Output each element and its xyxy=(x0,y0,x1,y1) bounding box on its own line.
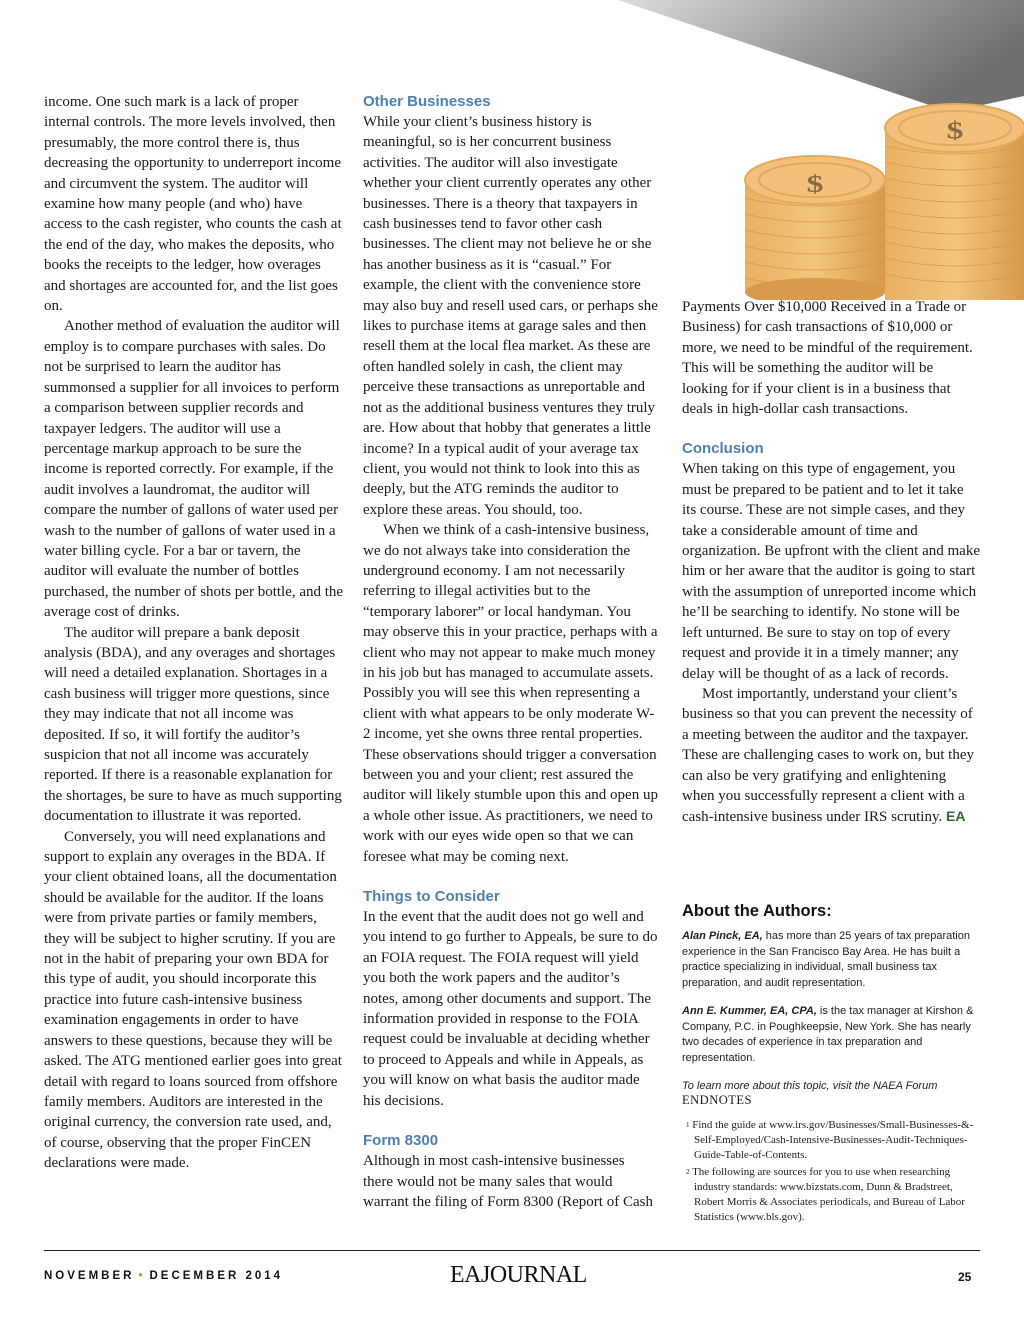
naea-forum-note: To learn more about this topic, visit the NAEA Forum xyxy=(682,1080,938,1092)
column-3 xyxy=(682,297,980,828)
col1-paragraph-3: The auditor will prepare a bank deposit analysis (BDA), and any overages and shortages will need a detailed explanation. Shortages in a cash business will trigger more questions, since they may indicate that not all income was deposited. If so, it will fortify the auditor’s suspicion that not all income was accurately reported. If there is a reasonable explanation for the shortages, be sure to have as much supporting documentation to illustrate it was reported. xyxy=(44,624,342,825)
column-2 xyxy=(363,92,658,1212)
svg-text:$: $ xyxy=(946,118,964,145)
endnote-2-number: 2 xyxy=(686,1167,690,1176)
issue-month-2: DECEMBER xyxy=(149,1270,240,1282)
endnote-1 xyxy=(682,1118,978,1164)
light-beam xyxy=(618,0,1024,112)
conclusion-paragraph-1: When taking on this type of engagement, you must be prepared to be patient and to let it take its course. These are not simple cases, and they take a considerable amount of time and organization. Be upfront with the client and make him or her aware that the auditor is going to start with the assumption of unreported income which he’ll be searching to identify. No stone will be left unturned. Be sure to stay on top of every request and provide it in a timely manner; any delay will be thought of as a lack of records. xyxy=(682,461,980,682)
author-1-bio xyxy=(682,929,982,991)
issue-date xyxy=(44,1270,283,1282)
endnote-2-text: The following are sources for you to use when researching industry standards: www.bizstats.com, Dunn & Bradstreet, Robert Morris & Associates periodicals, and Bureau of Labor Statistics (www.bls.gov). xyxy=(692,1165,965,1224)
author-1-name: Alan Pinck, EA, xyxy=(682,930,763,942)
endnotes-heading: ENDNOTES xyxy=(682,1093,752,1107)
logo-ea: EA xyxy=(450,1262,481,1288)
heading-conclusion: Conclusion xyxy=(682,440,764,458)
col1-paragraph-1: income. One such mark is a lack of proper internal controls. The more levels involved, then presumably, the more control there is, thus decreasing the opportunity to underreport income and circumvent the system. The auditor will examine how many people (and who) have access to the cash register, who counts the cash at the end of the day, who makes the deposits, who books the receipts to the ledger, how overages and shortages are accounted for, and the list goes on. xyxy=(44,94,342,315)
coin-stack-illustration xyxy=(600,0,1024,300)
logo-journal: JOURNAL xyxy=(481,1262,587,1288)
endnotes xyxy=(682,1093,978,1226)
right-coin-stack xyxy=(885,104,1024,300)
issue-year: 2014 xyxy=(245,1270,284,1282)
issue-month-1: NOVEMBER xyxy=(44,1270,135,1282)
form-8300-paragraph: Although in most cash-intensive businesses there would not be many sales that would warrant the filing of Form 8300 (Report of Cash xyxy=(363,1153,653,1210)
heading-things-to-consider: Things to Consider xyxy=(363,888,500,906)
author-2-bio-text: is the tax manager at Kirshon & Company, P.C. in Poughkeepsie, New York. She has nearly two decades of experience in tax preparation and representation. xyxy=(682,1005,974,1064)
author-1-bio-text: has more than 25 years of tax preparation experience in the San Francisco Bay Area. He has built a practice specializing in individual, small business tax preparation, and audit representation. xyxy=(682,930,970,989)
col1-paragraph-4: Conversely, you will need explanations and support to explain any overages in the BDA. If your client obtained loans, all the documentation should be available for the auditor. If the loans were from private parties or family members, they will be subject to higher scrutiny. If you are not in the habit of preparing your own BDA for this type of audit, you should incorporate this practice into future cash-intensive business examination engagements in order to have answers to these questions, because they will be asked. The ATG mentioned earlier goes into great detail with regard to loans sourced from offshore family members. Auditors are interested in the original currency, the conversion rate used, and, of course, observing that the proper FinCEN declarations were made. xyxy=(44,828,342,1172)
svg-text:$: $ xyxy=(806,171,824,198)
column-1 xyxy=(44,92,344,1174)
ea-journal-logo xyxy=(450,1262,587,1289)
ea-end-mark: EA xyxy=(946,808,966,825)
endnote-1-number: 1 xyxy=(686,1121,690,1129)
heading-form-8300: Form 8300 xyxy=(363,1132,439,1150)
footer-rule xyxy=(44,1250,980,1251)
left-coin-stack xyxy=(745,156,885,300)
other-businesses-paragraph-1: While your client’s business history is meaningful, so is her concurrent business activities. The auditor will also investigate whether your client currently operates any other businesses. There is a theory that taxpayers in cash businesses tend to favor other cash businesses. The client may not believe he or she has another business as it is “casual.” For example, the client with the convenience store may also buy and resell used cars, or perhaps she likes to purchase items at garage sales and then resell them at the local flea market. As these are often handled solely in cash, the client may perceive these transactions as unreportable and not as the additional business ventures they truly are. How about that hobby that generates a little income? In a typical audit of your average tax client, you would not think to look into this as deeply, but the ATG reminds the auditor to explore these areas. You should, too. xyxy=(363,114,658,518)
endnote-1-text: Find the guide at www.irs.gov/Businesses/Small-Businesses-&-Self-Employed/Cash-Intensive-Businesses-Audit-Techniques-Guide-Table-of-Contents. xyxy=(692,1119,974,1162)
col1-paragraph-2: Another method of evaluation the auditor will employ is to compare purchases with sales. Do not be surprised to learn the auditor has summonsed a supplier for all invoices to perform a comparison between supplier records and taxpayer ledgers. The auditor will use a percentage markup approach to be sure the income is reported correctly. For example, if the audit involves a laundromat, the auditor will compare the number of gallons of water used per wash to the number of gallons of water used in a water billing cycle. For a bar or tavern, the auditor will evaluate the number of bottles purchased, the number of shots per bottle, and the average cost of drinks. xyxy=(44,318,344,621)
other-businesses-paragraph-2: When we think of a cash-intensive business, we do not always take into consideration the underground economy. I am not necessarily referring to illegal activities but to the “temporary laborer” or local handyman. You may observe this in your practice, perhaps with a client who may not appear to make much money in his job but has managed to accumulate assets. Possibly you will see this when representing a client with what appears to be only moderate W-2 income, yet she owns three rental properties. These observations should trigger a conversation between you and your client; rest assured the auditor will likely stumble upon this and open up a whole other issue. As practitioners, we need to work with our eyes wide open so that we can foresee what may be coming next. xyxy=(363,522,658,865)
about-heading: About the Authors: xyxy=(682,902,832,920)
about-the-authors xyxy=(682,902,982,1108)
conclusion-paragraph-2 xyxy=(682,684,980,828)
date-separator-dot: • xyxy=(138,1270,146,1282)
author-2-name: Ann E. Kummer, EA, CPA, xyxy=(682,1005,817,1017)
form-8300-continued-paragraph: Payments Over $10,000 Received in a Trade or Business) for cash transactions of $10,000 or more, we need to be mindful of the requirement. This will be something the auditor will be looking for if your client is in a business that deals in high-dollar cash transactions. xyxy=(682,299,973,418)
endnote-2 xyxy=(682,1165,978,1226)
page-number: 25 xyxy=(958,1270,972,1284)
author-2-bio xyxy=(682,1004,982,1066)
things-to-consider-paragraph: In the event that the audit does not go well and you intend to go further to Appeals, be sure to do an FOIA request. The FOIA request will yield you both the work papers and the auditor’s notes, among other documents and support. The information provided in response to the FOIA request could be invaluable at deciding whether to proceed to Appeals and while in Appeals, as you will know on what basis the auditor made his decisions. xyxy=(363,909,658,1109)
heading-other-businesses: Other Businesses xyxy=(363,93,491,110)
conclusion-paragraph-2-text: Most importantly, understand your client’s business so that you can prevent the necessity of a meeting between the auditor and the taxpayer. These are challenging cases to work on, but they can also be very gratifying and enlightening when you successfully represent a client with a cash-intensive business under IRS scrutiny. xyxy=(682,685,974,826)
